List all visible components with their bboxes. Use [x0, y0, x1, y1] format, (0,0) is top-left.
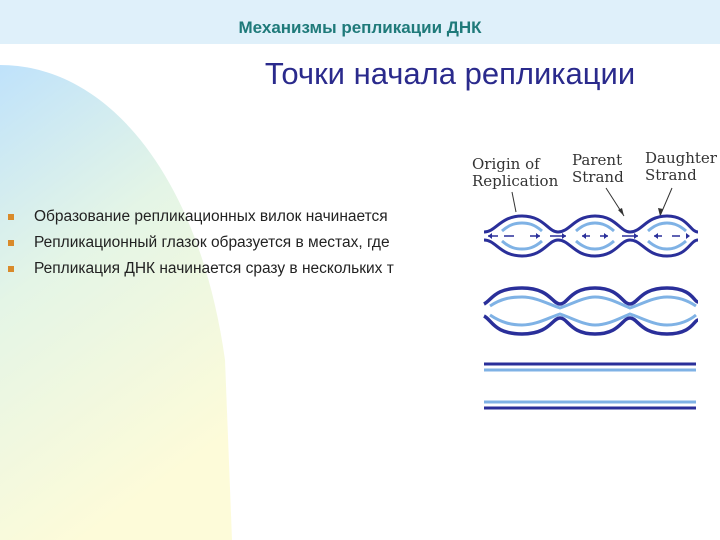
origin-of-replication-label: Origin of Replication — [472, 155, 559, 190]
daughter-strand-label: Daughter Strand — [645, 149, 717, 184]
bullet-item — [8, 206, 450, 232]
bullet-square-icon — [8, 214, 14, 220]
bullet-item — [8, 258, 450, 284]
bullet-item — [8, 232, 450, 258]
parent-pointer-arrowhead — [618, 208, 624, 216]
bullet-text: Образование репликационных вилок начинается — [34, 208, 388, 225]
bullet-square-icon — [8, 266, 14, 272]
slide-title: Точки начала репликации — [264, 56, 636, 91]
origin-pointer-line — [512, 192, 516, 212]
stage-complete-strands — [484, 364, 696, 408]
stage-early-bubbles — [484, 216, 698, 256]
replication-svg — [462, 148, 718, 418]
bullet-list — [8, 206, 450, 284]
header-title: Механизмы репликации ДНК — [238, 18, 482, 37]
bullet-square-icon — [8, 240, 14, 246]
stage-merged-bubbles — [484, 288, 698, 334]
parent-strand-label: Parent Strand — [572, 151, 624, 186]
bullet-text: Репликация ДНК начинается сразу в нескольких т — [34, 260, 394, 277]
replication-diagram — [462, 148, 718, 418]
bullet-text: Репликационный глазок образуется в местах, где — [34, 234, 390, 251]
